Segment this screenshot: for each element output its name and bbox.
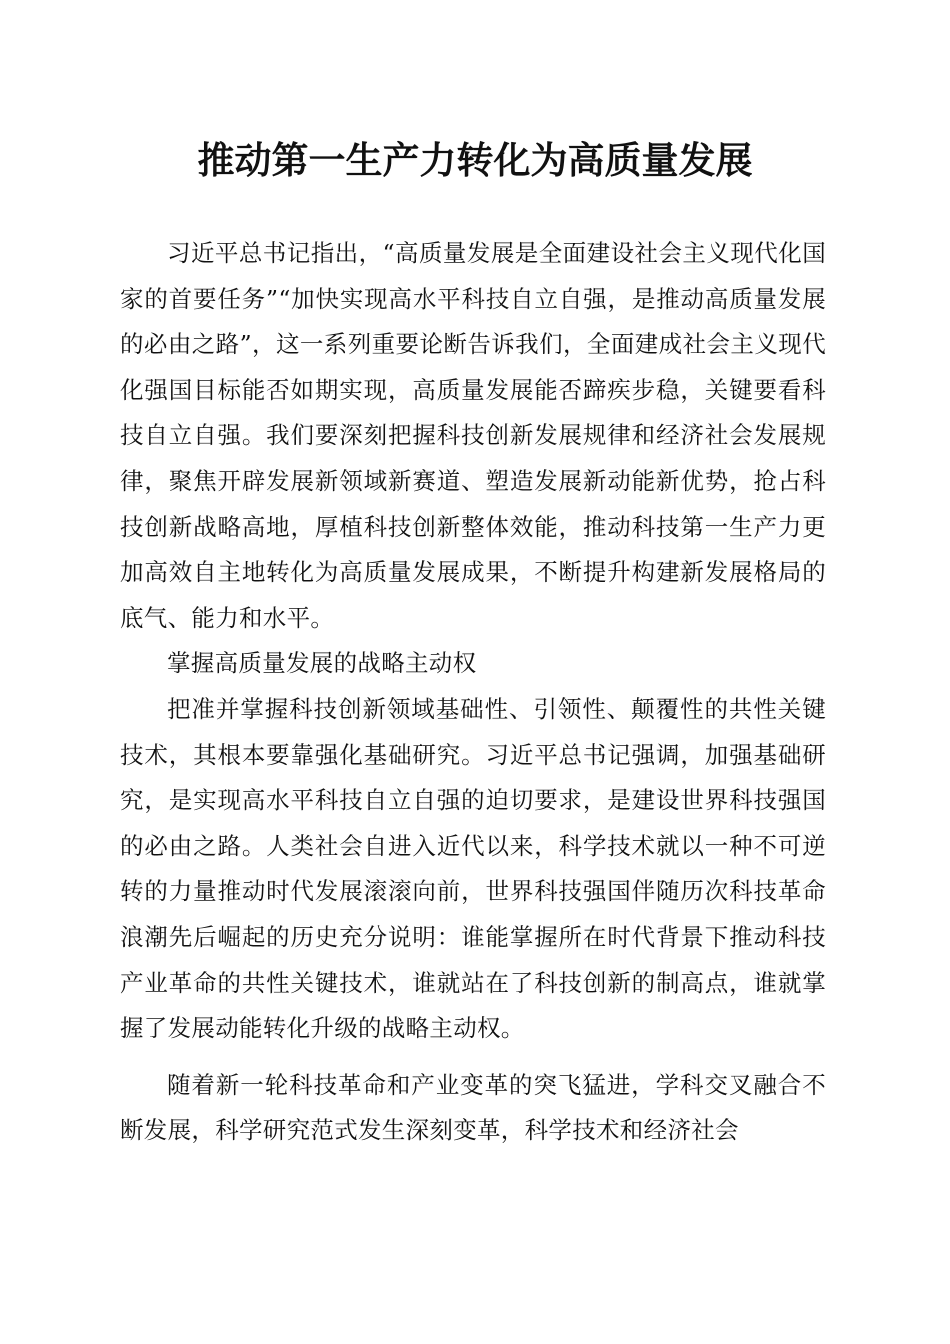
document-body (120, 231, 826, 1154)
paragraph-new-revolution: 随着新一轮科技革命和产业变革的突飞猛进，学科交叉融合不断发展，科学研究范式发生深刻变革，科学技术和经济社会 (120, 1070, 826, 1145)
paragraph-basic-research: 把准并掌握科技创新领域基础性、引领性、颠覆性的共性关键技术，其根本要靠强化基础研究。习近平总书记强调，加强基础研究，是实现高水平科技自立自强的迫切要求，是建设世界科技强国的必由之路。人类社会自进入近代以来，科学技术就以一种不可逆转的力量推动时代发展滚滚向前，世界科技强国伴随历次科技革命浪潮先后崛起的历史充分说明：谁能掌握所在时代背景下推动科技产业革命的共性关键技术，谁就站在了科技创新的制高点，谁就掌握了发展动能转化升级的战略主动权。 (120, 694, 826, 1043)
paragraph-gap (120, 1052, 826, 1063)
document-title: 推动第一生产力转化为高质量发展 (197, 138, 753, 182)
paragraph-intro: 习近平总书记指出，“高质量发展是全面建设社会主义现代化国家的首要任务”“加快实现高水平科技自立自强，是推动高质量发展的必由之路”，这一系列重要论断告诉我们，全面建成社会主义现代化强国目标能否如期实现，高质量发展能否蹄疾步稳，关键要看科技自立自强。我们要深刻把握科技创新发展规律和经济社会发展规律，聚焦开辟发展新领域新赛道、塑造发展新动能新优势，抢占科技创新战略高地，厚植科技创新整体效能，推动科技第一生产力更加高效自主地转化为高质量发展成果，不断提升构建新发展格局的底气、能力和水平。 (120, 239, 826, 632)
section-heading: 掌握高质量发展的战略主动权 (167, 649, 477, 678)
